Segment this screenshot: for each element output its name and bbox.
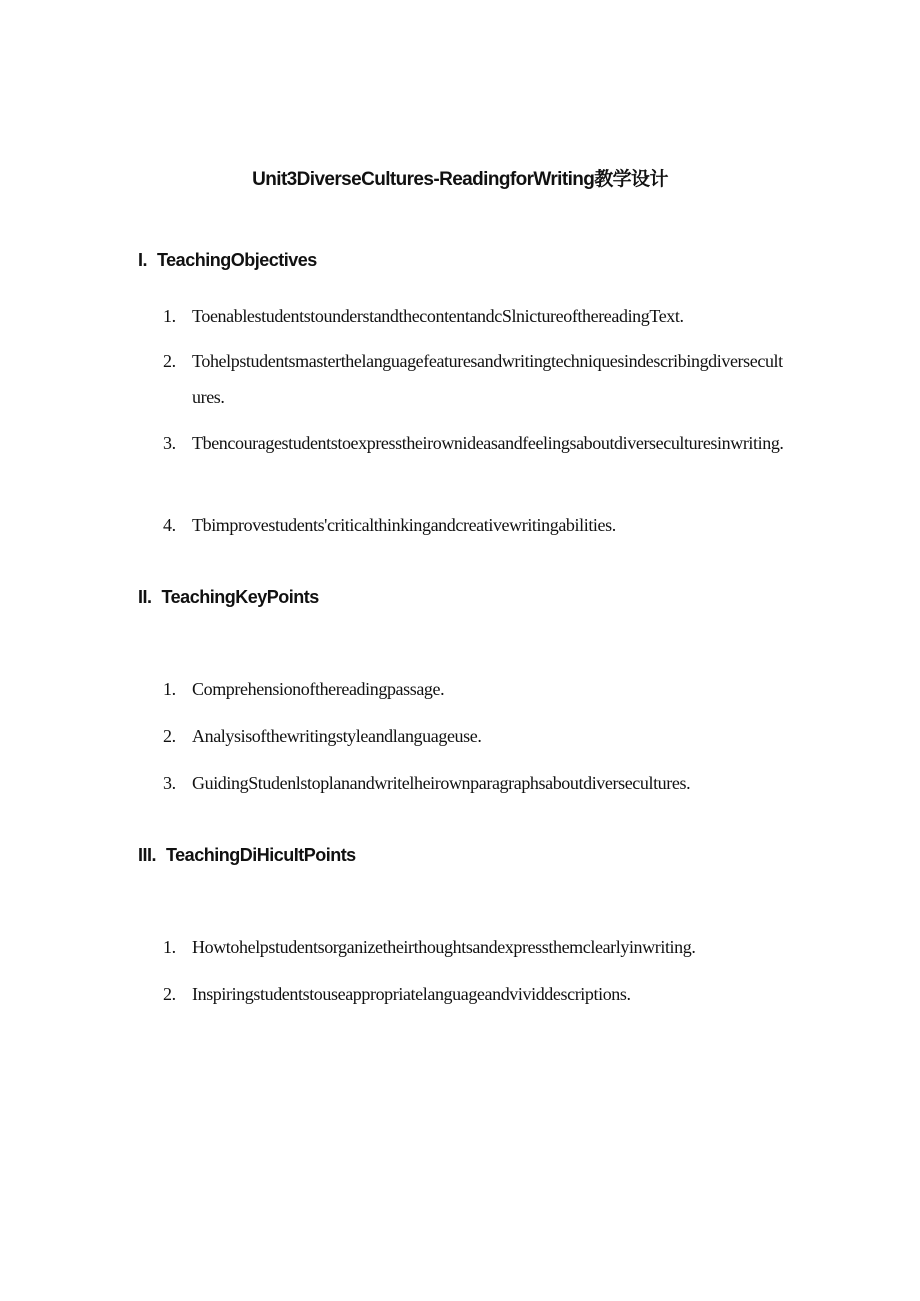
list-item: [163, 343, 788, 415]
section-heading-key-points: [138, 587, 319, 608]
list-item: [163, 976, 788, 1012]
item-text: Howtohelpstudentsorganizetheirthoughtsandexpressthemclearlyinwriting.: [192, 937, 696, 957]
item-text: Analysisofthewritingstyleandlanguageuse.: [192, 726, 482, 746]
item-number: 2.: [163, 726, 176, 746]
list-item: [163, 425, 788, 461]
item-number: 3.: [163, 433, 176, 453]
item-text: GuidingStudenlstoplanandwritelheirownparagraphsaboutdiversecultures.: [192, 773, 691, 793]
item-text: Comprehensionofthereadingpassage.: [192, 679, 445, 699]
item-number: 3.: [163, 773, 176, 793]
list-item: [163, 765, 788, 801]
section-title: TeachingObjectives: [157, 250, 317, 270]
item-text: Tbencouragestudentstoexpresstheirownideasandfeelingsaboutdiverseculturesinwriting.: [192, 433, 784, 453]
section-number: I.: [138, 250, 148, 270]
item-number: 1.: [163, 937, 176, 957]
item-number: 1.: [163, 679, 176, 699]
section-title: TeachingKeyPoints: [161, 587, 319, 607]
item-number: 2.: [163, 984, 176, 1004]
item-number: 4.: [163, 515, 176, 535]
list-item: [163, 507, 788, 543]
list-item: [163, 929, 788, 965]
item-text: Inspiringstudentstouseappropriatelanguageandvividdescriptions.: [192, 984, 631, 1004]
section-title: TeachingDiHicuItPoints: [166, 845, 356, 865]
section-number: III.: [138, 845, 157, 865]
section-number: II.: [138, 587, 152, 607]
section-heading-objectives: [138, 250, 317, 271]
list-item: [163, 671, 788, 707]
item-text: ToenablestudentstounderstandthecontentandcSlnictureofthereadingText.: [192, 306, 684, 326]
item-text: Tbimprovestudents'criticalthinkingandcreativewritingabilities.: [192, 515, 616, 535]
item-number: 1.: [163, 306, 176, 326]
list-item: [163, 298, 788, 334]
item-number: 2.: [163, 351, 176, 371]
page-title: Unit3DiverseCultures-ReadingforWriting教学设计: [252, 169, 668, 190]
list-item: [163, 718, 788, 754]
item-text: Tohelpstudentsmasterthelanguagefeaturesandwritingtechniquesindescribingdiversecultures.: [192, 351, 783, 407]
section-heading-difficult-points: [138, 845, 356, 866]
